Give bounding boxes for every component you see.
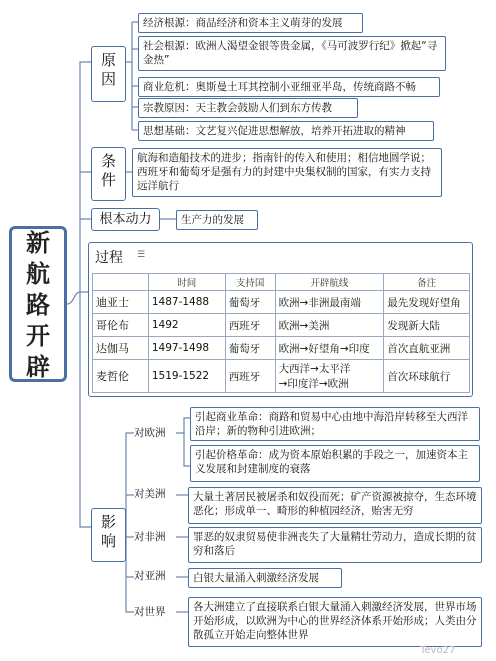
title-char: 开 [26,320,50,350]
table-row [93,360,470,393]
title-char: 辟 [26,351,50,381]
note: 首次环球航行 [384,360,470,393]
process-label: 过程 [95,250,123,266]
route: 欧洲→美洲 [275,314,384,337]
cause-religious [138,98,358,118]
note: 最先发现好望角 [384,291,470,314]
impact-americas-label: 对美洲 [134,488,166,500]
impact-africa-label: 对非洲 [134,531,166,543]
impact-americas-text [188,487,482,524]
table-header: 开辟航线 [275,274,384,291]
impact-text: 罪恶的奴隶贸易使非洲丧失了大量精壮劳动力，造成长期的贫穷和落后 [193,531,477,557]
table-header: 支持国 [225,274,275,291]
cause-commercial [138,77,440,97]
motive-content: 生产力的发展 [181,214,244,226]
impact-africa-text [188,527,482,563]
impact-world-text [188,597,482,647]
process-panel [88,242,473,397]
sponsor-country: 葡萄牙 [225,291,275,314]
table-row [93,291,470,314]
route: 欧洲→非洲最南端 [275,291,384,314]
navigator-name: 麦哲伦 [93,360,149,393]
impact-text: 各大洲建立了直接联系白银大量涌入刺激经济发展，世界市场开始形成，以欧洲为中心的世界经济体系开始形成；人类由分散孤立开始走向整体世界 [193,601,477,641]
impact-text: 大量土著居民被屠杀和奴役而死；矿产资源被掠夺，生态环境恶化；形成单一、畸形的种植园经济，贻害无穷 [193,491,477,517]
impact-europe-label: 对欧洲 [134,427,166,439]
conditions-text [132,148,442,197]
motive-text [176,210,258,230]
voyage-time: 1487-1488 [148,291,225,314]
main-title [9,226,67,382]
note: 发现新大陆 [384,314,470,337]
impact-label-char: 影 [100,513,116,531]
process-table [92,273,470,393]
impact-text: 引起商业革命：商路和贸易中心由地中海沿岸转移至大西洋沿岸；新的物种引进欧洲； [195,411,468,437]
conditions-label-char: 条 [100,152,116,170]
voyage-time: 1497-1498 [148,337,225,360]
impact-asia-text [188,568,342,588]
cause-ideological [138,121,434,141]
cause-social [138,36,446,71]
cause-text: 商业危机：奥斯曼土耳其控制小亚细亚半岛，传统商路不畅 [143,81,416,93]
route-line: →印度洋→欧洲 [278,378,349,390]
impact-label-char: 响 [100,532,116,550]
impact-text: 引起价格革命：成为资本原始积累的手段之一，加速资本主义发展和封建制度的衰落 [195,449,468,475]
navigator-name: 哥伦布 [93,314,149,337]
navigator-name: 迪亚士 [93,291,149,314]
route-line: 大西洋→太平洋 [278,363,351,375]
sponsor-country: 西班牙 [225,314,275,337]
voyage-time: 1492 [148,314,225,337]
conditions-label [91,147,126,201]
impact-world-label: 对世界 [134,606,166,618]
motive-label-text: 根本动力 [99,212,152,227]
table-header: 备注 [384,274,470,291]
table-header [93,274,149,291]
route: 欧洲→好望角→印度 [275,337,384,360]
impact-asia-label: 对亚洲 [134,570,166,582]
cause-text: 思想基础：文艺复兴促进思想解放，培养开拓进取的精神 [143,125,406,137]
causes-label [91,46,126,102]
cause-economic [138,13,363,33]
list-icon: ☰ [137,250,146,260]
impact-europe-commercial [190,407,480,441]
conditions-content: 航海和造船技术的进步；指南针的传入和使用；相信地圆学说；西班牙和葡萄牙是强有力的封建中央集权制的国家，有实力支持远洋航行 [137,152,431,192]
conditions-label-char: 件 [100,171,116,189]
cause-text: 社会根源：欧洲人渴望金银等贵金属，《马可波罗行纪》掀起“寻金热” [143,40,438,66]
table-row [93,314,470,337]
cause-text: 宗教原因：天主教会鼓励人们到东方传教 [143,102,332,114]
table-header: 时间 [148,274,225,291]
causes-label-char: 原 [100,51,116,69]
motive-label [91,208,160,231]
impact-text: 白银大量涌入刺激经济发展 [193,572,319,584]
route [275,360,384,393]
cause-text: 经济根源：商品经济和资本主义萌芽的发展 [143,17,343,29]
title-char: 新 [26,227,50,257]
impact-label [91,508,126,562]
sponsor-country: 葡萄牙 [225,337,275,360]
causes-label-char: 因 [100,70,116,88]
navigator-name: 达伽马 [93,337,149,360]
impact-europe-price [190,445,480,482]
voyage-time: 1519-1522 [148,360,225,393]
table-row [93,337,470,360]
sponsor-country: 西班牙 [225,360,275,393]
note: 首次直航亚洲 [384,337,470,360]
title-char: 路 [26,289,50,319]
watermark: Tevo27 [420,645,456,656]
table-header-row [93,274,470,291]
title-char: 航 [26,258,50,288]
